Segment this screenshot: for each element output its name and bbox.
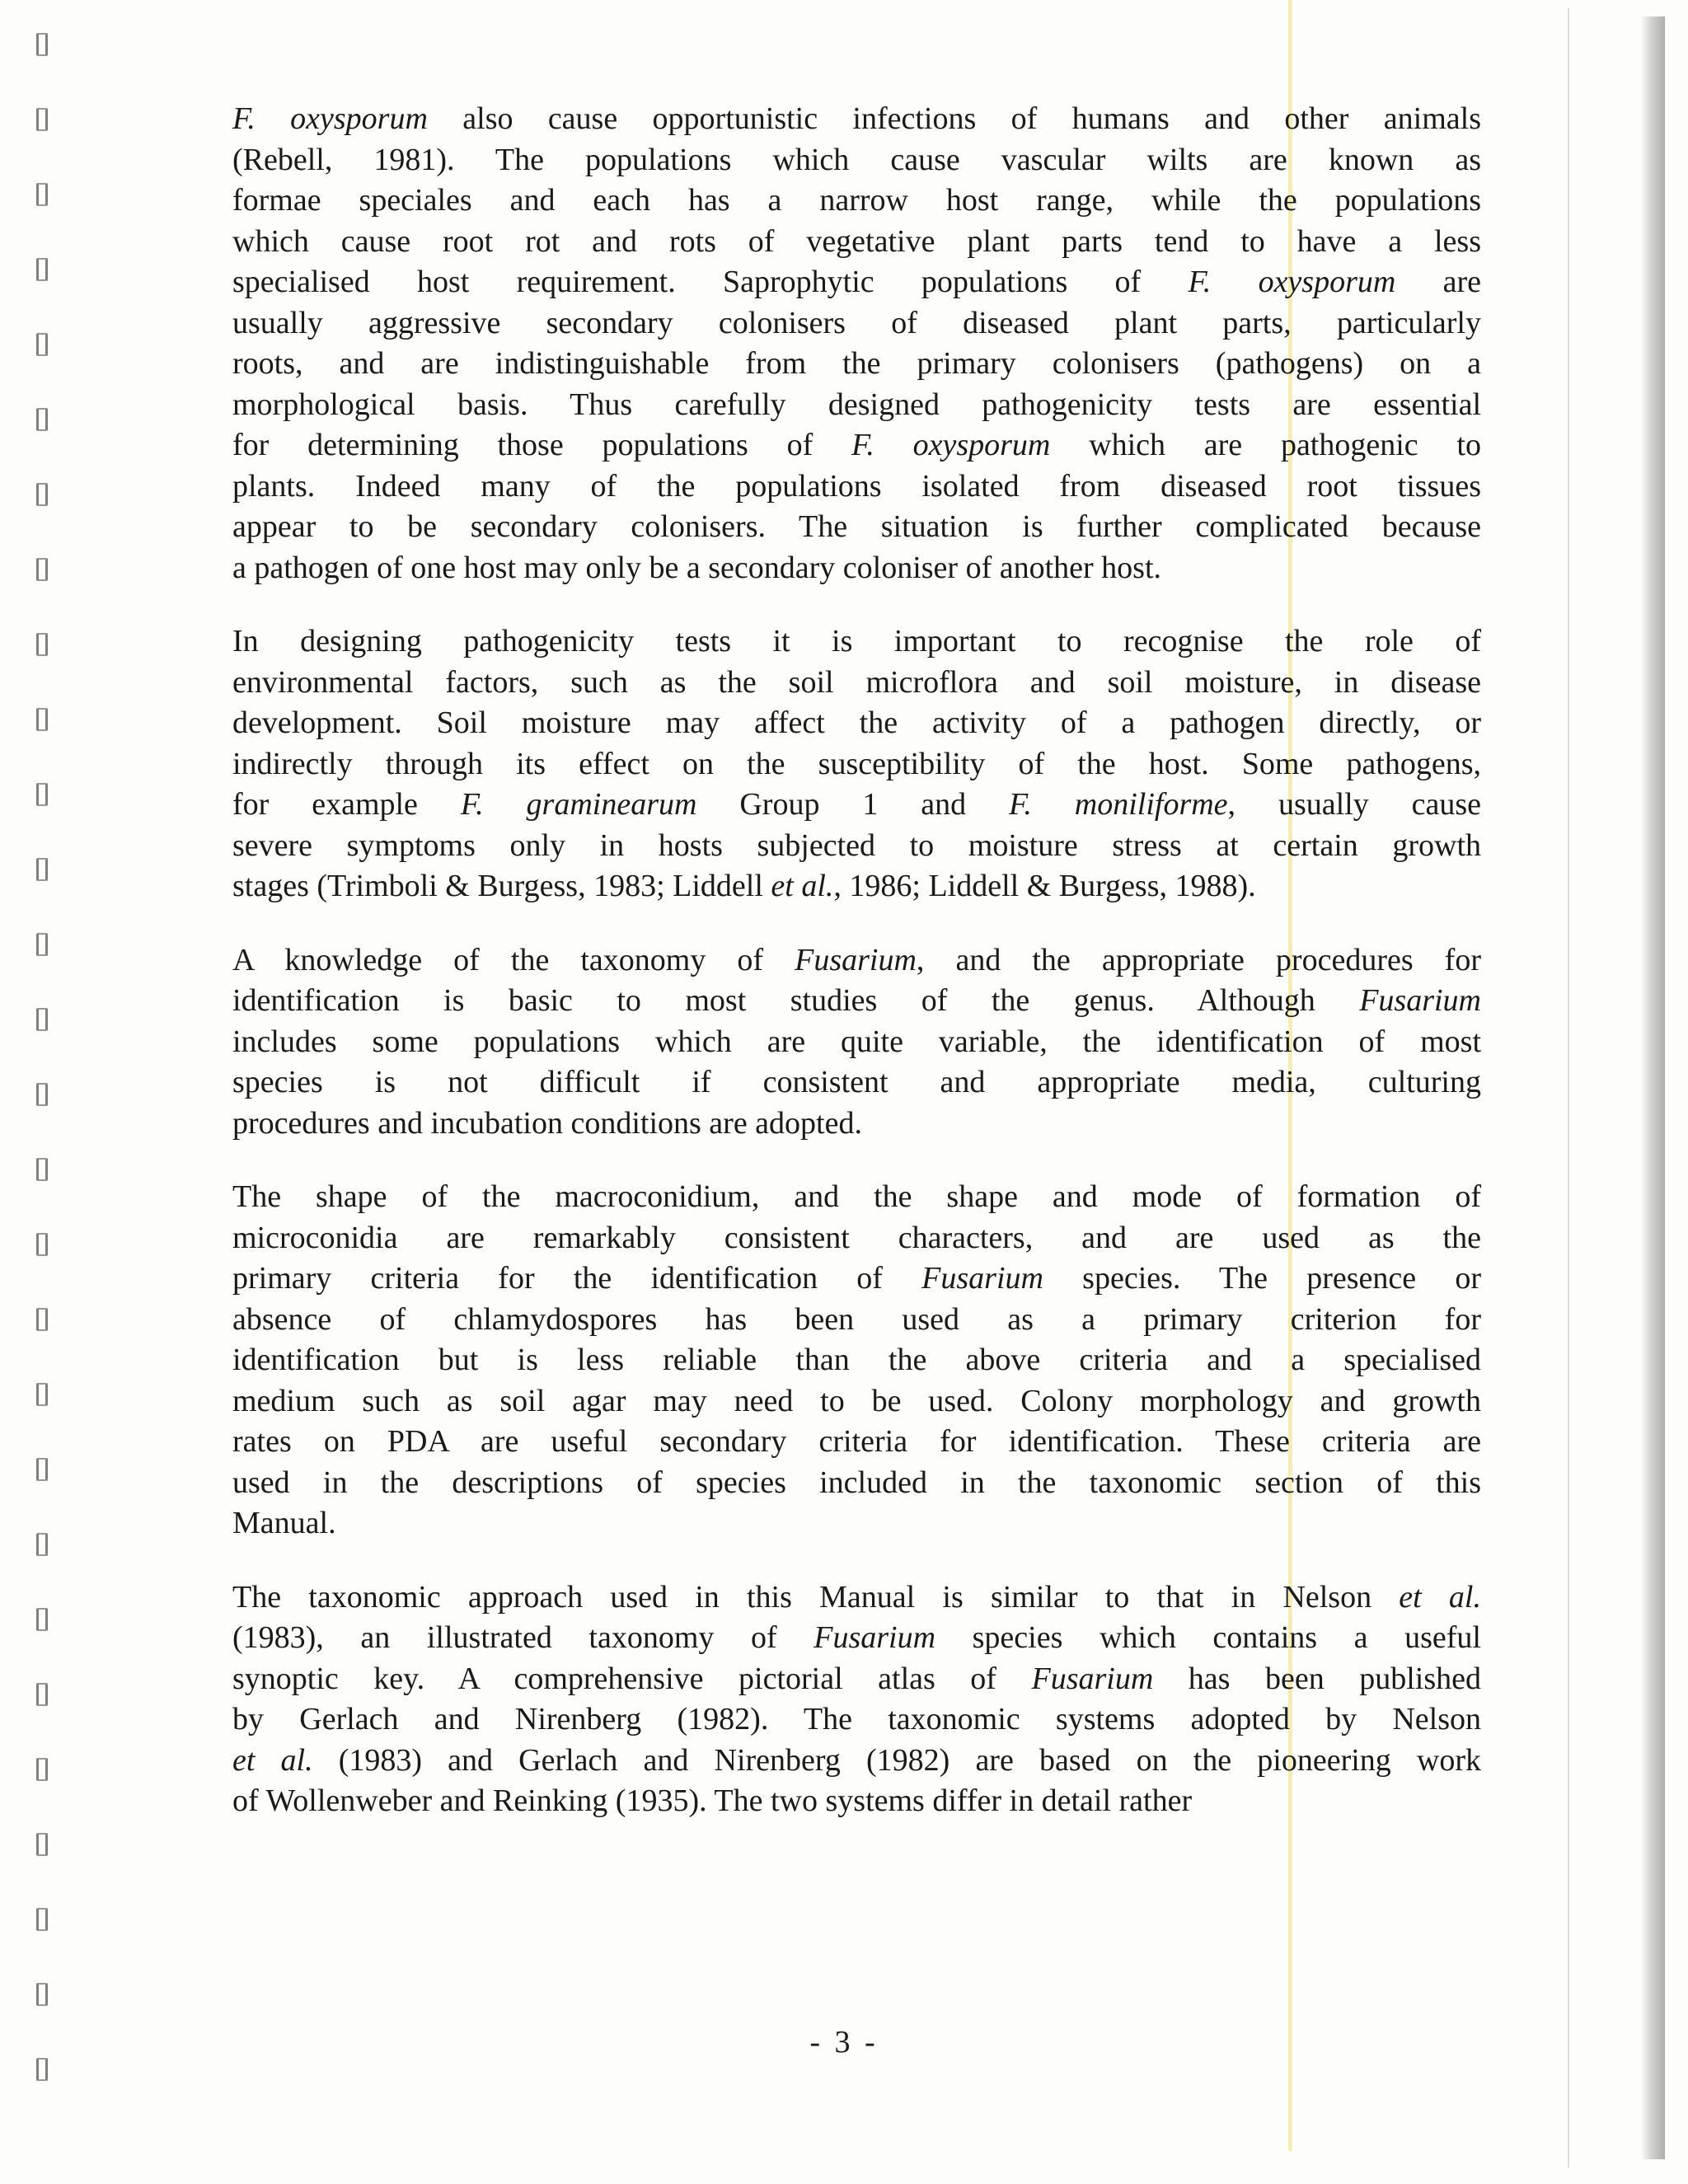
text-line: used in the descriptions of species included in the taxonomic section of this xyxy=(232,1465,1481,1500)
binding-hole xyxy=(36,558,48,581)
binding-hole xyxy=(36,2058,48,2081)
binding-hole xyxy=(36,408,48,431)
binding-hole xyxy=(36,333,48,356)
spiral-binding xyxy=(33,33,58,2143)
text-line: species is not difficult if consistent and appropriate media, culturing xyxy=(232,1065,1481,1099)
text-line: In designing pathogenicity tests it is important to recognise the role of xyxy=(232,624,1481,658)
text-line: rates on PDA are useful secondary criteria for identification. These criteria are xyxy=(232,1424,1481,1459)
text-line: stages (Trimboli & Burgess, 1983; Liddell et al., 1986; Liddell & Burgess, 1988). xyxy=(232,869,1256,903)
binding-hole xyxy=(36,1233,48,1256)
text-line: for example F. graminearum Group 1 and F. moniliforme, usually cause xyxy=(232,787,1482,822)
text-line: severe symptoms only in hosts subjected to moisture stress at certain growth xyxy=(232,827,1481,863)
text-line: morphological basis. Thus carefully designed pathogenicity tests are essential xyxy=(232,387,1481,422)
binding-hole xyxy=(36,1683,48,1706)
binding-hole xyxy=(36,1383,48,1406)
paragraph-2 xyxy=(232,621,1481,907)
text-line: formae speciales and each has a narrow host range, while the populations xyxy=(232,183,1481,218)
binding-hole xyxy=(36,183,48,206)
text-line: environmental factors, such as the soil microflora and soil moisture, in disease xyxy=(232,664,1481,700)
text-line: indirectly through its effect on the susceptibility of the host. Some pathogens, xyxy=(232,746,1481,781)
binding-hole xyxy=(36,33,48,56)
binding-hole xyxy=(36,1158,48,1181)
binding-hole xyxy=(36,1608,48,1631)
text-line: development. Soil moisture may affect the activity of a pathogen directly, or xyxy=(232,705,1481,740)
binding-hole xyxy=(36,1983,48,2006)
page-edge-line xyxy=(1568,8,1569,2168)
text-line: A knowledge of the taxonomy of Fusarium, and the appropriate procedures for xyxy=(232,942,1481,977)
text-line: appear to be secondary colonisers. The situation is further complicated because xyxy=(232,509,1481,544)
text-line: The shape of the macroconidium, and the shape and mode of formation of xyxy=(232,1179,1481,1214)
paragraph-3 xyxy=(232,940,1481,1145)
text-line: The taxonomic approach used in this Manual is similar to that in Nelson et al. xyxy=(232,1579,1481,1615)
paragraph-4 xyxy=(232,1177,1481,1544)
text-line: of Wollenweber and Reinking (1935). The two systems differ in detail rather xyxy=(232,1783,1193,1818)
binding-hole xyxy=(36,1308,48,1331)
binding-hole xyxy=(36,1533,48,1556)
text-line: specialised host requirement. Saprophytic populations of F. oxysporum are xyxy=(232,265,1481,299)
text-line: identification but is less reliable than the above criteria and a specialised xyxy=(232,1343,1481,1377)
paragraph-1 xyxy=(232,99,1481,588)
binding-hole xyxy=(36,1083,48,1106)
binding-hole xyxy=(36,708,48,731)
text-line: medium such as soil agar may need to be used. Colony morphology and growth xyxy=(232,1383,1481,1418)
text-line: by Gerlach and Nirenberg (1982). The taxonomic systems adopted by Nelson xyxy=(232,1702,1481,1736)
text-line: for determining those populations of F. oxysporum which are pathogenic to xyxy=(232,428,1481,462)
binding-hole xyxy=(36,1458,48,1481)
binding-hole xyxy=(36,108,48,131)
binding-hole xyxy=(36,1758,48,1781)
text-line: a pathogen of one host may only be a secondary coloniser of another host. xyxy=(232,550,1162,585)
text-line: et al. (1983) and Gerlach and Nirenberg (1982) are based on the pioneering work xyxy=(232,1742,1481,1778)
text-line: roots, and are indistinguishable from the primary colonisers (pathogens) on a xyxy=(232,346,1481,381)
text-line: primary criteria for the identification of Fusarium species. The presence or xyxy=(232,1261,1482,1296)
text-line: which cause root rot and rots of vegetative plant parts tend to have a less xyxy=(232,223,1481,259)
paragraph-5 xyxy=(232,1577,1481,1822)
text-line: usually aggressive secondary colonisers of diseased plant parts, particularly xyxy=(232,305,1481,340)
text-line: (1983), an illustrated taxonomy of Fusarium species which contains a useful xyxy=(232,1620,1481,1655)
binding-hole xyxy=(36,1908,48,1931)
binding-hole xyxy=(36,783,48,806)
text-line: includes some populations which are quite variable, the identification of most xyxy=(232,1024,1481,1059)
binding-hole xyxy=(36,258,48,281)
text-line: Manual. xyxy=(232,1506,336,1540)
binding-hole xyxy=(36,858,48,881)
text-line: (Rebell, 1981). The populations which cause vascular wilts are known as xyxy=(232,142,1481,177)
text-line: plants. Indeed many of the populations isolated from diseased root tissues xyxy=(232,468,1481,504)
text-line: identification is basic to most studies of the genus. Although Fusarium xyxy=(232,983,1481,1018)
binding-hole xyxy=(36,1008,48,1031)
text-line: absence of chlamydospores has been used as a primary criterion for xyxy=(232,1301,1481,1337)
binding-hole xyxy=(36,933,48,956)
text-line: synoptic key. A comprehensive pictorial atlas of Fusarium has been published xyxy=(232,1661,1481,1696)
binding-hole xyxy=(36,1833,48,1856)
body-text xyxy=(232,99,1481,1855)
text-line: procedures and incubation conditions are adopted. xyxy=(232,1105,862,1141)
page-number: - 3 - xyxy=(809,2025,879,2060)
page-edge-shadow xyxy=(1640,16,1665,2159)
text-line: F. oxysporum also cause opportunistic infections of humans and other animals xyxy=(232,101,1481,136)
text-line: microconidia are remarkably consistent characters, and are used as the xyxy=(232,1220,1481,1255)
binding-hole xyxy=(36,483,48,506)
binding-hole xyxy=(36,633,48,656)
